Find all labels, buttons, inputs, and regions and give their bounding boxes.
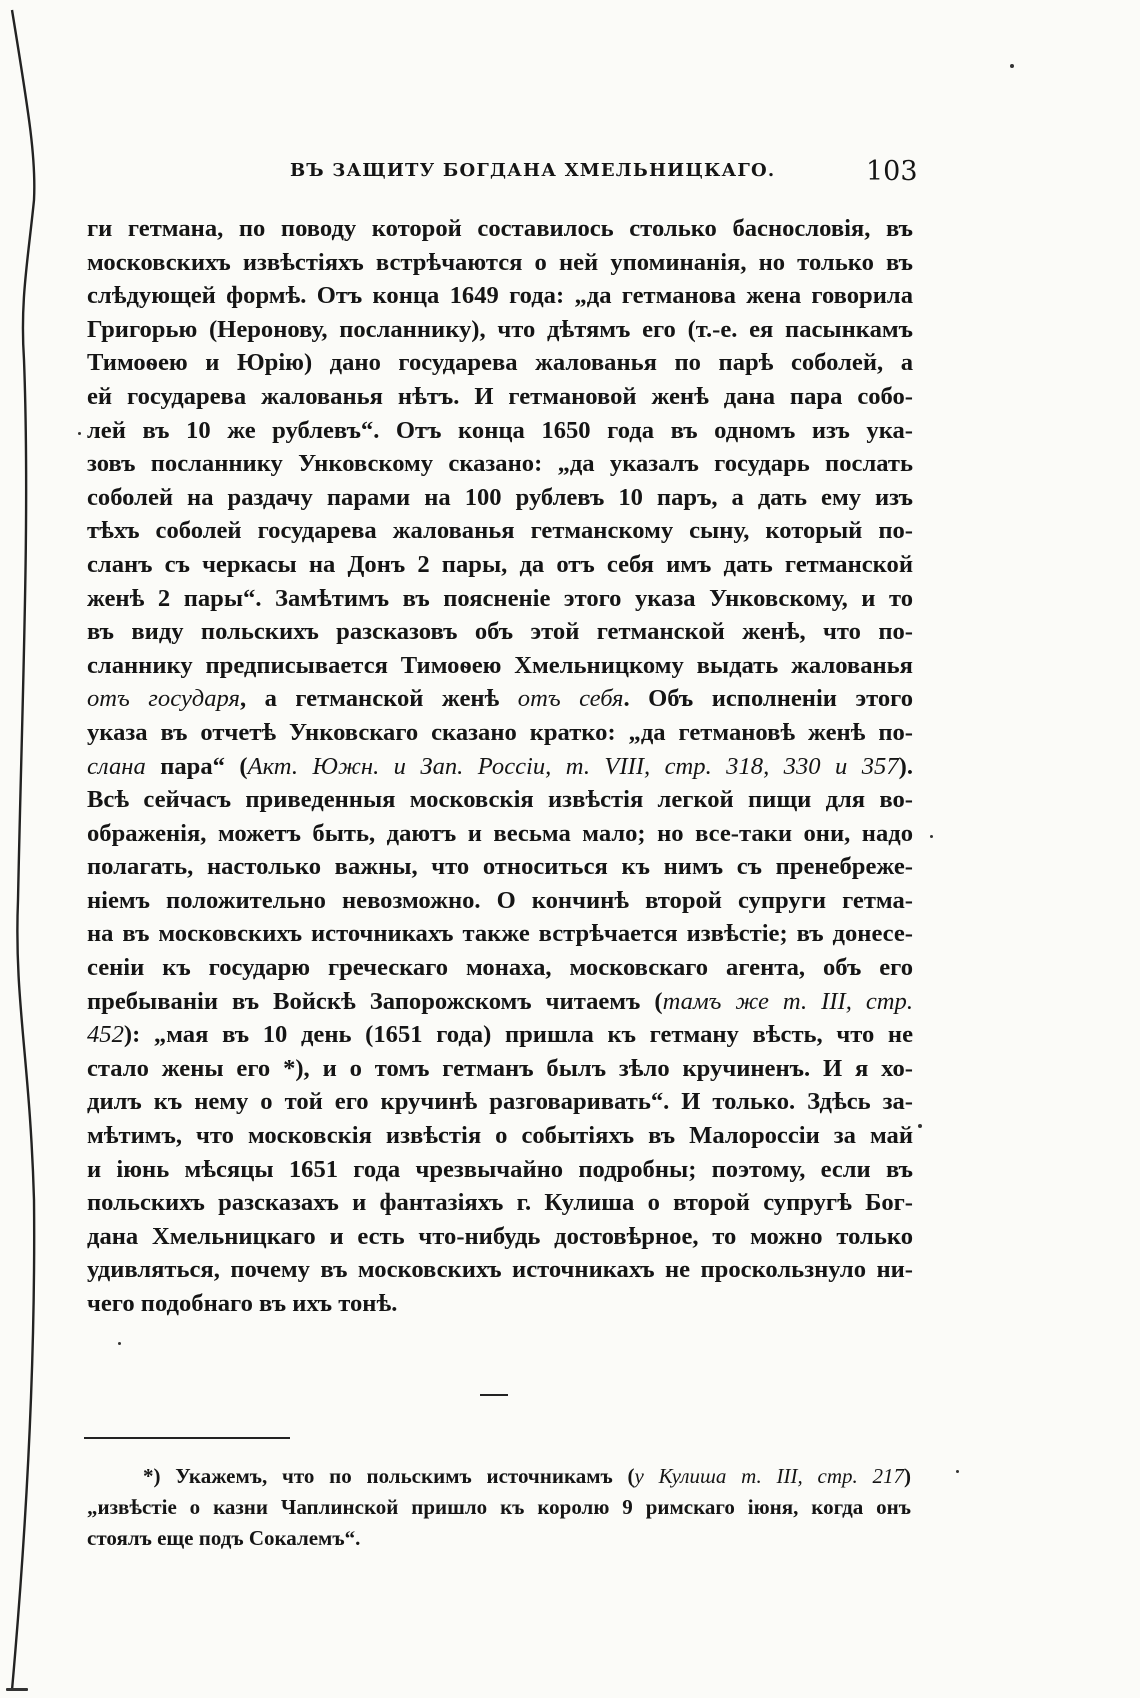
- print-speck: [6, 1688, 28, 1691]
- text-line: тѣхъ соболей государева жалованья гетманскому сыну, который по-: [87, 517, 913, 545]
- citation: у Кулиша т. III, стр. 217: [634, 1464, 904, 1488]
- italic-phrase: слана: [87, 752, 146, 780]
- footnote-line: стоялъ еще подъ Сокалемъ“.: [87, 1526, 361, 1550]
- text-line: полагать, настолько важны, что относиться къ нимъ съ пренебреже-: [87, 853, 913, 881]
- text-line: ображенія, можетъ быть, даютъ и весьма мало; но все-таки они, надо: [87, 819, 913, 847]
- text-line: чего подобнаго въ ихъ тонѣ.: [87, 1290, 398, 1317]
- text-run: пара“ (: [145, 752, 248, 780]
- text-line: [87, 682, 913, 716]
- text-line: Тимоѳею и Юрію) дано государева жалованья по парѣ соболей, а: [87, 349, 913, 377]
- text-run: ).: [898, 752, 913, 780]
- main-text: [87, 212, 913, 1321]
- footnote-rule: [84, 1437, 290, 1439]
- text-line: Григорью (Неронову, посланнику), что дѣтямъ его (т.-е. ея пасынкамъ: [87, 315, 913, 343]
- page-edge-shadow: [0, 0, 60, 1698]
- text-run: ): [903, 1464, 911, 1488]
- text-line: и іюнь мѣсяцы 1651 года чрезвычайно подробны; поэтому, если въ: [87, 1155, 913, 1183]
- print-speck: [930, 835, 933, 838]
- text-line: московскихъ извѣстіяхъ встрѣчаются о ней упоминанія, но только въ: [87, 248, 913, 276]
- italic-phrase: отъ себя: [517, 685, 624, 713]
- running-title: ВЪ ЗАЩИТУ БОГДАНА ХМЕЛЬНИЦКАГО.: [290, 160, 776, 181]
- text-line: ги гетмана, по поводу которой составилось столько баснословія, въ: [87, 215, 913, 242]
- print-speck: [918, 1124, 922, 1128]
- text-run: . Объ исполненіи этого: [623, 685, 913, 713]
- text-line: дилъ къ нему о той его кручинѣ разговаривать“. И только. Здѣсь за-: [87, 1088, 913, 1116]
- text-line: [87, 750, 913, 784]
- print-speck: [78, 432, 81, 435]
- footnote: [87, 1461, 911, 1554]
- print-speck: [118, 1342, 121, 1345]
- text-line: лей въ 10 же рублевъ“. Отъ конца 1650 года въ одномъ изъ ука-: [87, 416, 913, 444]
- text-line: мѣтимъ, что московскія извѣстія о событіяхъ въ Малороссіи за май: [87, 1122, 913, 1150]
- text-line: женѣ 2 пары“. Замѣтимъ въ поясненіе этого указа Унковскому, и то: [87, 584, 913, 612]
- text-line: удивляться, почему въ московскихъ источникахъ не проскользнуло ни-: [87, 1256, 913, 1284]
- citation: 452: [87, 1021, 124, 1049]
- text-line: польскихъ разсказахъ и фантазіяхъ г. Кулиша о второй супругѣ Бог-: [87, 1189, 913, 1217]
- text-line: дана Хмельницкаго и есть что-нибудь достовѣрное, то можно только: [87, 1222, 913, 1250]
- text-run: ): „мая въ 10 день (1651 года) пришла къ гетману вѣсть, что не: [123, 1021, 913, 1049]
- page-edge-curve: [12, 10, 34, 1690]
- text-line: ніемъ положительно невозможно. О кончинѣ второй супруги гетма-: [87, 886, 913, 914]
- text-run: пребываніи въ Войскѣ Запорожскомъ читаемъ (: [87, 987, 663, 1015]
- text-line: на въ московскихъ источникахъ также встрѣчается извѣстіе; въ донесе-: [87, 920, 913, 948]
- citation: тамъ же т. III, стр.: [662, 987, 913, 1015]
- text-line: сланнику предписывается Тимоѳею Хмельницкому выдать жалованья: [87, 651, 913, 679]
- text-line: слѣдующей формѣ. Отъ конца 1649 года: „да гетманова жена говорила: [87, 282, 913, 310]
- text-line: Всѣ сейчасъ приведенныя московскія извѣстія легкой пищи для во-: [87, 786, 913, 814]
- text-line: ей государева жалованья нѣтъ. И гетмановой женѣ дана пара собо-: [87, 382, 913, 410]
- text-line: зовъ посланнику Унковскому сказано: „да указалъ государь послать: [87, 450, 913, 478]
- text-line: стало жены его *), и о томъ гетманъ былъ зѣло кручиненъ. И я хо-: [87, 1054, 913, 1082]
- text-run: *) Укажемъ, что по польскимъ источникамъ (: [143, 1464, 635, 1488]
- text-line: сеніи къ государю греческаго монаха, московскаго агента, объ его: [87, 954, 913, 982]
- text-line: сланъ съ черкасы на Донъ 2 пары, да отъ себя имъ дать гетманской: [87, 550, 913, 578]
- text-line: [87, 985, 913, 1019]
- text-line: въ виду польскихъ разсказовъ объ этой гетманской женѣ, что по-: [87, 618, 913, 646]
- print-speck: [1010, 64, 1014, 68]
- text-line: [87, 1018, 913, 1052]
- text-run: , а гетманской женѣ: [239, 685, 518, 713]
- print-speck: [956, 1470, 959, 1473]
- text-line: соболей на раздачу парами на 100 рублевъ 10 паръ, а дать ему изъ: [87, 483, 913, 511]
- citation: Акт. Южн. и Зап. Россіи, т. VIII, стр. 318, 330 и 357: [247, 752, 899, 780]
- footnote-line: [87, 1461, 911, 1492]
- footnote-line: „извѣстіе о казни Чаплинской пришло къ королю 9 римскаго іюня, когда онъ: [87, 1495, 911, 1519]
- italic-phrase: отъ государя: [87, 685, 240, 713]
- page-number: 103: [866, 156, 918, 187]
- text-line: указа въ отчетѣ Унковскаго сказано кратко: „да гетмановѣ женѣ по-: [87, 718, 913, 746]
- section-separator: [480, 1394, 508, 1396]
